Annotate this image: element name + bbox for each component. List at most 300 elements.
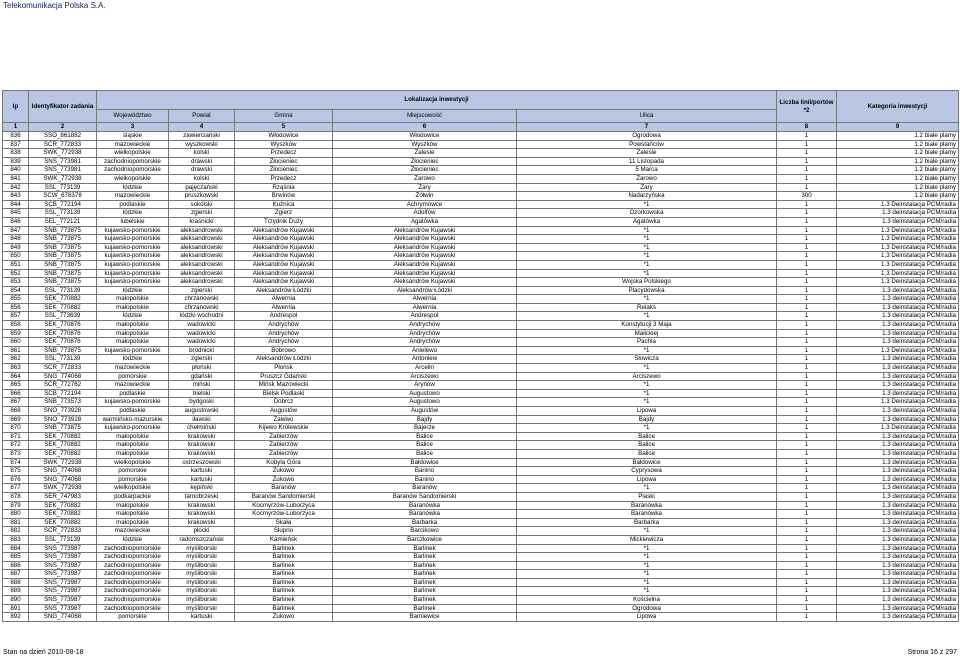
cell-ulica: Agatówka: [517, 217, 777, 226]
cell-lp: 854: [3, 286, 29, 295]
cell-liczba: 1: [777, 329, 837, 338]
cell-wojewodztwo: małopolskie: [97, 329, 169, 338]
cell-lp: 862: [3, 355, 29, 364]
cell-gmina: Bobrowo: [235, 346, 333, 355]
cell-gmina: Żukowo: [235, 475, 333, 484]
cell-gmina: Aleksandrów Kujawski: [235, 260, 333, 269]
cell-powiat: augustowski: [169, 407, 235, 416]
cell-powiat: aleksandrowski: [169, 243, 235, 252]
cell-miejscowosc: Andrychów: [333, 321, 517, 330]
cell-wojewodztwo: pomorskie: [97, 475, 169, 484]
cell-miejscowosc: Baranów: [333, 484, 517, 493]
cell-wojewodztwo: małopolskie: [97, 303, 169, 312]
table-row: [3, 544, 959, 553]
cell-gmina: Przedecz: [235, 174, 333, 183]
cell-powiat: wadowicki: [169, 321, 235, 330]
cell-id: SCR_772833: [29, 527, 97, 536]
table-row: [3, 252, 959, 261]
cell-miejscowosc: Włodowice: [333, 132, 517, 141]
cell-miejscowosc: Aleksandrów Łódzki: [333, 286, 517, 295]
cell-ulica: Placydowska: [517, 286, 777, 295]
cell-ulica: Barbarka: [517, 518, 777, 527]
cell-powiat: bielski: [169, 389, 235, 398]
cell-gmina: Przedecz: [235, 149, 333, 158]
cell-powiat: tarnobrzeski: [169, 492, 235, 501]
cell-liczba: 1: [777, 140, 837, 149]
cell-lp: 890: [3, 596, 29, 605]
table-row: [3, 432, 959, 441]
cell-wojewodztwo: pomorskie: [97, 613, 169, 622]
cell-powiat: myśliborski: [169, 604, 235, 613]
cell-miejscowosc: Barlinek: [333, 587, 517, 596]
cell-powiat: chrzanowski: [169, 303, 235, 312]
cell-powiat: myśliborski: [169, 596, 235, 605]
report-table: [2, 90, 959, 622]
cell-ulica: *1: [517, 252, 777, 261]
header-num: 1: [3, 123, 29, 132]
cell-kategoria: 1.2 białe plamy: [837, 149, 959, 158]
cell-lp: 847: [3, 226, 29, 235]
cell-id: SEK_770876: [29, 338, 97, 347]
cell-id: SEK_770876: [29, 321, 97, 330]
header-num: 5: [235, 123, 333, 132]
cell-kategoria: 1.3 deinstalacja PCM/radia: [837, 407, 959, 416]
cell-id: SEK_770882: [29, 432, 97, 441]
cell-kategoria: 1.3 deinstalacja PCM/radia: [837, 501, 959, 510]
cell-id: SCB_772194: [29, 389, 97, 398]
cell-gmina: Aleksandrów Kujawski: [235, 278, 333, 287]
table-row: [3, 570, 959, 579]
cell-liczba: 1: [777, 226, 837, 235]
cell-gmina: Kijewo Królewskie: [235, 424, 333, 433]
table-row: [3, 269, 959, 278]
cell-liczba: 1: [777, 174, 837, 183]
cell-liczba: 1: [777, 269, 837, 278]
cell-liczba: 1: [777, 149, 837, 158]
cell-id: SNB_773875: [29, 424, 97, 433]
cell-ulica: Cyprysowa: [517, 467, 777, 476]
cell-kategoria: 1.3 deinstalacja PCM/radia: [837, 286, 959, 295]
cell-liczba: 1: [777, 424, 837, 433]
cell-gmina: Alwernia: [235, 295, 333, 304]
cell-liczba: 1: [777, 501, 837, 510]
cell-powiat: myśliborski: [169, 561, 235, 570]
cell-kategoria: 1.3 deinstalacja PCM/radia: [837, 510, 959, 519]
cell-id: SER_747983: [29, 492, 97, 501]
table-row: [3, 286, 959, 295]
cell-gmina: Aleksandrów Kujawski: [235, 226, 333, 235]
cell-ulica: Ogrodowa: [517, 132, 777, 141]
cell-ulica: Mickiewicza: [517, 535, 777, 544]
cell-ulica: Słowicza: [517, 355, 777, 364]
cell-miejscowosc: Banino: [333, 475, 517, 484]
cell-wojewodztwo: łódzkie: [97, 312, 169, 321]
cell-ulica: Pachla: [517, 338, 777, 347]
cell-miejscowosc: Banino: [333, 467, 517, 476]
header-num: 6: [333, 123, 517, 132]
cell-lp: 880: [3, 510, 29, 519]
cell-kategoria: 1.3 Deinstalacja PCM/radia: [837, 278, 959, 287]
table-row: [3, 209, 959, 218]
cell-lp: 860: [3, 338, 29, 347]
cell-wojewodztwo: zachodniopomorskie: [97, 553, 169, 562]
cell-kategoria: 1.3 deinstalacja PCM/radia: [837, 381, 959, 390]
cell-id: SNB_773875: [29, 226, 97, 235]
cell-miejscowosc: Aleksandrów Kujawski: [333, 243, 517, 252]
cell-liczba: 1: [777, 587, 837, 596]
cell-ulica: Arciszewo: [517, 372, 777, 381]
cell-kategoria: 1.3 deinstalacja PCM/radia: [837, 295, 959, 304]
cell-powiat: iławski: [169, 415, 235, 424]
cell-kategoria: 1.3 Deinstalacja PCM/radia: [837, 346, 959, 355]
table-row: [3, 200, 959, 209]
cell-kategoria: 1.2 białe plamy: [837, 192, 959, 201]
cell-ulica: *1: [517, 424, 777, 433]
header-liczba: Liczba linii/portów *2: [777, 91, 837, 123]
cell-wojewodztwo: małopolskie: [97, 510, 169, 519]
cell-wojewodztwo: wielkopolskie: [97, 484, 169, 493]
cell-ulica: *1: [517, 243, 777, 252]
cell-kategoria: 1.3 Deinstalacja PCM/radia: [837, 260, 959, 269]
cell-kategoria: 1.3 deinstalacja PCM/radia: [837, 535, 959, 544]
cell-id: SNS_773987: [29, 544, 97, 553]
cell-ulica: *1: [517, 200, 777, 209]
cell-ulica: *1: [517, 553, 777, 562]
cell-powiat: drawski: [169, 166, 235, 175]
cell-miejscowosc: Alwernia: [333, 295, 517, 304]
cell-id: SNG_774068: [29, 613, 97, 622]
cell-miejscowosc: Adolfów: [333, 209, 517, 218]
cell-id: SCR_772833: [29, 140, 97, 149]
cell-powiat: brodnicki: [169, 346, 235, 355]
cell-id: SEK_770882: [29, 518, 97, 527]
cell-liczba: 1: [777, 432, 837, 441]
footer-date: Stan na dzień 2010-08-18: [3, 649, 84, 656]
cell-lp: 838: [3, 149, 29, 158]
cell-kategoria: 1.3 deinstalacja PCM/radia: [837, 449, 959, 458]
header-powiat: Powiat: [169, 110, 235, 123]
cell-id: SNB_773875: [29, 278, 97, 287]
cell-wojewodztwo: małopolskie: [97, 432, 169, 441]
cell-miejscowosc: Zalesie: [333, 149, 517, 158]
cell-ulica: Powstańców: [517, 140, 777, 149]
cell-ulica: Ozorkowska: [517, 209, 777, 218]
cell-id: SNS_773981: [29, 157, 97, 166]
cell-gmina: Augustów: [235, 407, 333, 416]
cell-lp: 878: [3, 492, 29, 501]
cell-wojewodztwo: wielkopolskie: [97, 149, 169, 158]
cell-gmina: Zgierz: [235, 209, 333, 218]
cell-powiat: zgierski: [169, 286, 235, 295]
cell-miejscowosc: Augustów: [333, 407, 517, 416]
cell-ulica: *1: [517, 269, 777, 278]
cell-kategoria: 1.3 Deinstalacja PCM/radia: [837, 252, 959, 261]
cell-lp: 866: [3, 389, 29, 398]
cell-liczba: 1: [777, 303, 837, 312]
table-row: [3, 441, 959, 450]
cell-id: SNG_774068: [29, 372, 97, 381]
table-row: [3, 398, 959, 407]
cell-liczba: 1: [777, 183, 837, 192]
table-row: [3, 140, 959, 149]
cell-miejscowosc: Barlinek: [333, 578, 517, 587]
table-row: [3, 235, 959, 244]
cell-powiat: krakowski: [169, 501, 235, 510]
cell-liczba: 1: [777, 578, 837, 587]
cell-ulica: *1: [517, 312, 777, 321]
cell-miejscowosc: Barbarka: [333, 518, 517, 527]
cell-kategoria: 1.3 deinstalacja PCM/radia: [837, 338, 959, 347]
header-kategoria: Kategoria inwestycji: [837, 91, 959, 123]
cell-kategoria: 1.3 deinstalacja PCM/radia: [837, 415, 959, 424]
cell-lp: 864: [3, 372, 29, 381]
cell-id: SSO_861882: [29, 132, 97, 141]
cell-liczba: 1: [777, 613, 837, 622]
cell-powiat: pruszkowski: [169, 192, 235, 201]
cell-gmina: Zabierzów: [235, 449, 333, 458]
cell-lp: 884: [3, 544, 29, 553]
cell-miejscowosc: Anielewo: [333, 346, 517, 355]
cell-lp: 853: [3, 278, 29, 287]
cell-kategoria: 1.3 deinstalacja PCM/radia: [837, 561, 959, 570]
cell-lp: 874: [3, 458, 29, 467]
cell-miejscowosc: Antoniew: [333, 355, 517, 364]
header-lokalizacja: Lokalizacja inwestycji: [97, 91, 777, 110]
cell-ulica: 5 Marca: [517, 166, 777, 175]
cell-id: SCW_678378: [29, 192, 97, 201]
cell-wojewodztwo: kujawsko-pomorskie: [97, 226, 169, 235]
cell-wojewodztwo: kujawsko-pomorskie: [97, 346, 169, 355]
table-row: [3, 372, 959, 381]
cell-liczba: 1: [777, 157, 837, 166]
table-row: [3, 501, 959, 510]
cell-miejscowosc: Arcelin: [333, 364, 517, 373]
cell-id: SWK_772938: [29, 484, 97, 493]
cell-liczba: 1: [777, 355, 837, 364]
cell-ulica: Balice: [517, 449, 777, 458]
cell-kategoria: 1.3 deinstalacja PCM/radia: [837, 527, 959, 536]
cell-miejscowosc: Balice: [333, 441, 517, 450]
cell-lp: 852: [3, 269, 29, 278]
cell-kategoria: 1.3 deinstalacja PCM/radia: [837, 484, 959, 493]
cell-id: SSL_773139: [29, 209, 97, 218]
cell-id: SWK_772938: [29, 174, 97, 183]
cell-ulica: *1: [517, 587, 777, 596]
cell-powiat: kępiński: [169, 484, 235, 493]
table-row: [3, 407, 959, 416]
cell-wojewodztwo: małopolskie: [97, 321, 169, 330]
cell-gmina: Aleksandrów Kujawski: [235, 243, 333, 252]
cell-wojewodztwo: śląskie: [97, 132, 169, 141]
table-row: [3, 303, 959, 312]
cell-wojewodztwo: mazowieckie: [97, 381, 169, 390]
table-row: [3, 518, 959, 527]
cell-ulica: Konstytucji 3 Maja: [517, 321, 777, 330]
table-row: [3, 527, 959, 536]
cell-id: SEK_770882: [29, 501, 97, 510]
cell-id: SEL_772121: [29, 217, 97, 226]
cell-id: SWK_772938: [29, 149, 97, 158]
cell-kategoria: 1.3 deinstalacja PCM/radia: [837, 432, 959, 441]
cell-liczba: 1: [777, 441, 837, 450]
table-row: [3, 424, 959, 433]
cell-liczba: 1: [777, 449, 837, 458]
cell-miejscowosc: Arciszewo: [333, 372, 517, 381]
cell-liczba: 1: [777, 295, 837, 304]
cell-lp: 891: [3, 604, 29, 613]
cell-lp: 875: [3, 467, 29, 476]
cell-liczba: 1: [777, 321, 837, 330]
cell-liczba: 1: [777, 518, 837, 527]
cell-kategoria: 1.3 deinstalacja PCM/radia: [837, 613, 959, 622]
cell-ulica: Malickiej: [517, 329, 777, 338]
cell-wojewodztwo: kujawsko-pomorskie: [97, 260, 169, 269]
cell-gmina: Kamieńsk: [235, 535, 333, 544]
cell-lp: 882: [3, 527, 29, 536]
cell-kategoria: 1.2 białe plamy: [837, 157, 959, 166]
cell-lp: 883: [3, 535, 29, 544]
table-body: [3, 132, 959, 622]
cell-liczba: 1: [777, 604, 837, 613]
cell-kategoria: 1.2 białe plamy: [837, 174, 959, 183]
cell-ulica: Lipowa: [517, 475, 777, 484]
cell-ulica: Żary: [517, 183, 777, 192]
table-row: [3, 467, 959, 476]
table-row: [3, 217, 959, 226]
cell-id: SNS_773987: [29, 596, 97, 605]
cell-miejscowosc: Andrychów: [333, 338, 517, 347]
cell-id: SEK_770882: [29, 295, 97, 304]
table-row: [3, 449, 959, 458]
cell-ulica: *1: [517, 235, 777, 244]
cell-id: SSL_773139: [29, 355, 97, 364]
table-row: [3, 510, 959, 519]
cell-wojewodztwo: zachodniopomorskie: [97, 561, 169, 570]
table-row: [3, 329, 959, 338]
header-num: 4: [169, 123, 235, 132]
cell-liczba: 1: [777, 243, 837, 252]
cell-powiat: aleksandrowski: [169, 269, 235, 278]
cell-lp: 861: [3, 346, 29, 355]
cell-liczba: 1: [777, 458, 837, 467]
cell-ulica: *1: [517, 398, 777, 407]
cell-ulica: Lipowa: [517, 407, 777, 416]
cell-wojewodztwo: zachodniopomorskie: [97, 604, 169, 613]
cell-id: SNO_773928: [29, 407, 97, 416]
header-gmina: Gmina: [235, 110, 333, 123]
cell-powiat: chełmiński: [169, 424, 235, 433]
cell-id: SNB_773875: [29, 252, 97, 261]
cell-wojewodztwo: małopolskie: [97, 338, 169, 347]
table-row: [3, 183, 959, 192]
cell-liczba: 1: [777, 527, 837, 536]
cell-gmina: Barlinek: [235, 587, 333, 596]
cell-gmina: Barlinek: [235, 596, 333, 605]
cell-id: SEK_770876: [29, 329, 97, 338]
cell-gmina: Trzydnik Duży: [235, 217, 333, 226]
cell-liczba: 1: [777, 200, 837, 209]
cell-miejscowosc: Balice: [333, 432, 517, 441]
cell-lp: 856: [3, 303, 29, 312]
cell-liczba: 1: [777, 510, 837, 519]
cell-id: SSL_773139: [29, 183, 97, 192]
cell-kategoria: 1.2 białe plamy: [837, 183, 959, 192]
cell-miejscowosc: Barlinek: [333, 570, 517, 579]
cell-wojewodztwo: zachodniopomorskie: [97, 544, 169, 553]
cell-kategoria: 1.3 Deinstalacja PCM/radia: [837, 226, 959, 235]
cell-powiat: chrzanowski: [169, 295, 235, 304]
report-title-line-1: Raport z realizacji Deklaracji Inwestycyjnej Telekomunikacji Polskiej: [315, 7, 645, 19]
cell-powiat: zgierski: [169, 209, 235, 218]
cell-kategoria: 1.3 Deinstalacja PCM/radia: [837, 243, 959, 252]
cell-gmina: Skała: [235, 518, 333, 527]
cell-ulica: Piaski: [517, 492, 777, 501]
cell-powiat: kartuski: [169, 467, 235, 476]
cell-powiat: myśliborski: [169, 553, 235, 562]
cell-gmina: Włodowice: [235, 132, 333, 141]
cell-lp: 850: [3, 252, 29, 261]
cell-lp: 888: [3, 578, 29, 587]
cell-miejscowosc: Augustowo: [333, 398, 517, 407]
cell-gmina: Barlinek: [235, 578, 333, 587]
cell-kategoria: 1.3 Deinstalacja PCM/radia: [837, 200, 959, 209]
cell-liczba: 1: [777, 381, 837, 390]
cell-powiat: myśliborski: [169, 587, 235, 596]
cell-id: SNB_773875: [29, 243, 97, 252]
cell-miejscowosc: Alwernia: [333, 303, 517, 312]
cell-powiat: aleksandrowski: [169, 252, 235, 261]
cell-powiat: płocki: [169, 527, 235, 536]
cell-wojewodztwo: podlaskie: [97, 407, 169, 416]
cell-kategoria: 1.3 Deinstalacja PCM/radia: [837, 235, 959, 244]
table-row: [3, 226, 959, 235]
table-row: [3, 192, 959, 201]
table-row: [3, 157, 959, 166]
cell-lp: 859: [3, 329, 29, 338]
cell-wojewodztwo: wielkopolskie: [97, 458, 169, 467]
cell-wojewodztwo: zachodniopomorskie: [97, 578, 169, 587]
cell-id: SEK_770882: [29, 449, 97, 458]
cell-gmina: Barlinek: [235, 604, 333, 613]
cell-wojewodztwo: małopolskie: [97, 295, 169, 304]
cell-ulica: Bałdowice: [517, 458, 777, 467]
cell-id: SNG_774068: [29, 467, 97, 476]
cell-kategoria: 1.3 deinstalacja PCM/radia: [837, 372, 959, 381]
cell-ulica: Balice: [517, 432, 777, 441]
cell-gmina: Aleksandrów Łódzki: [235, 355, 333, 364]
cell-liczba: 1: [777, 235, 837, 244]
cell-wojewodztwo: zachodniopomorskie: [97, 570, 169, 579]
cell-id: SSL_773139: [29, 535, 97, 544]
cell-kategoria: 1.3 deinstalacja PCM/radia: [837, 329, 959, 338]
cell-miejscowosc: Bałdowice: [333, 458, 517, 467]
cell-miejscowosc: Żółwin: [333, 192, 517, 201]
cell-ulica: *1: [517, 260, 777, 269]
cell-miejscowosc: Augustowo: [333, 389, 517, 398]
cell-gmina: Andrychów: [235, 321, 333, 330]
cell-lp: 839: [3, 157, 29, 166]
cell-lp: 836: [3, 132, 29, 141]
header-ulica: Ulica: [517, 110, 777, 123]
cell-lp: 869: [3, 415, 29, 424]
cell-kategoria: 1.3 deinstalacja PCM/radia: [837, 570, 959, 579]
cell-miejscowosc: Barlinek: [333, 544, 517, 553]
cell-kategoria: 1.3 deinstalacja PCM/radia: [837, 518, 959, 527]
cell-gmina: Baranów: [235, 484, 333, 493]
cell-wojewodztwo: małopolskie: [97, 518, 169, 527]
cell-lp: 845: [3, 209, 29, 218]
header-num: 3: [97, 123, 169, 132]
